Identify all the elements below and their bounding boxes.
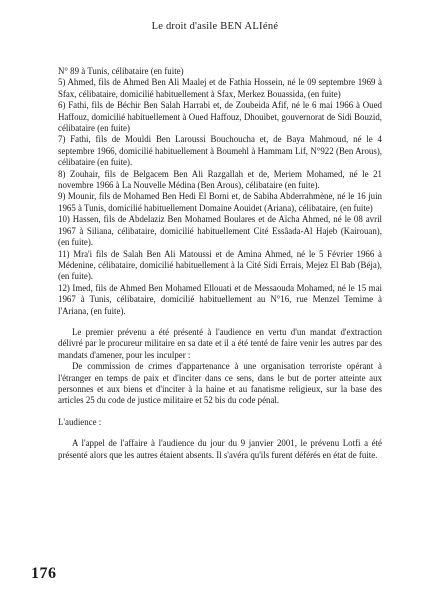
paragraph-charges: De commission de crimes d'appartenance à une organisation terroriste opérant à l'étranger en temps de paix et d'inciter dans ce sens, dans le but de porter atteinte aux personnes et aux biens et d'inciter à la haine et au fanatisme religieux, sur la base des articles 25 du code de justice militaire et 52 bis du code pénal. [58, 361, 382, 406]
list-entry: 7) Fathi, fils de Mouldi Ben Laroussi Bouchoucha et, de Baya Mahmoud, né le 4 septembre 1966, domicilié habituellement à Boumehl à Hammam Lif, N°922 (Ben Arous), célibataire (en fuite). [58, 134, 382, 168]
spacer [58, 407, 382, 417]
page-body [58, 66, 382, 461]
list-entry: 10) Hassen, fils de Abdelaziz Ben Mohamed Boulares et de Aïcha Ahmed, né le 08 avril 1967 à Siliana, célibataire, domicilié habituellement Cité Essâada-Al Hajeb (Kairouan), (en fuite). [58, 214, 382, 248]
running-header-prefix: Le droit d'asile [151, 21, 221, 32]
list-entry: 6) Fathi, fils de Béchir Ben Salah Harrabi et, de Zoubeida Afif, né le 6 mai 1966 à Oued Haffouz, domicilié habituellement à Oued Haffouz, Dhouibet, gouvernorat de Sidi Bouzid, célibataire (en fuite) [58, 100, 382, 134]
paragraph-mandate: Le premier prévenu a été présenté à l'audience en vertu d'un mandat d'extraction délivré par le procureur militaire en sa date et il a été tenté de faire venir les autres par des mandats d'amener, pour les inculper : [58, 326, 382, 360]
running-header-brand: BEN ALIéné [220, 21, 279, 32]
list-entry: 11) Mra'i fils de Salah Ben Ali Matoussi et de Amina Ahmed, né le 5 Février 1966 à Médenine, célibataire, domicilié habituellement à la Cité Sidi Errais, Mejez El Bab (Béja), (en fuite). [58, 248, 382, 282]
list-entry: 5) Ahmed, fils de Ahmed Ben Ali Maalej et de Fathia Hossein, né le 09 septembre 1969 à Sfax, célibataire, domicilié habituellement à Sfax, Merkez Bouassida, (en fuite) [58, 77, 382, 99]
spacer [58, 428, 382, 438]
list-entry: 8) Zouhair, fils de Belgacem Ben Ali Razgallah et de, Meriem Mohamed, né le 21 novembre 1966 à La Nouvelle Médina (Ben Arous), célibataire (en fuite). [58, 168, 382, 191]
section-label: L'audience : [58, 416, 102, 427]
paragraph-hearing: A l'appel de l'affaire à l'audience du jour du 9 janvier 2001, le prévenu Lotfi a été présenté alors que les autres étaient absents. Il s'avéra qu'ils furent déférés en état de fuite. [58, 438, 382, 460]
spacer [58, 317, 382, 327]
list-entry: 9) Mounir, fils de Mohamed Ben Hedi El Borni et, de Sabiha Abderrahmène, né le 16 juin 1965 à Tunis, domicilié habituellement Domaine Aouidet (Ariana), célibataire, (en fuite) [58, 191, 382, 213]
page-number: 176 [31, 565, 57, 582]
running-header [0, 21, 430, 32]
list-entry: 12) Imed, fils de Ahmed Ben Mohamed Ellouati et de Messaouda Mohamed, né le 15 mai 1967 à Tunis, célibataire, domicilié habituellement au N°16, rue Menzel Temime à l'Ariana, (en fuite). [58, 282, 382, 316]
list-entry: N° 89 à Tunis, célibataire (en fuite) [58, 66, 184, 76]
